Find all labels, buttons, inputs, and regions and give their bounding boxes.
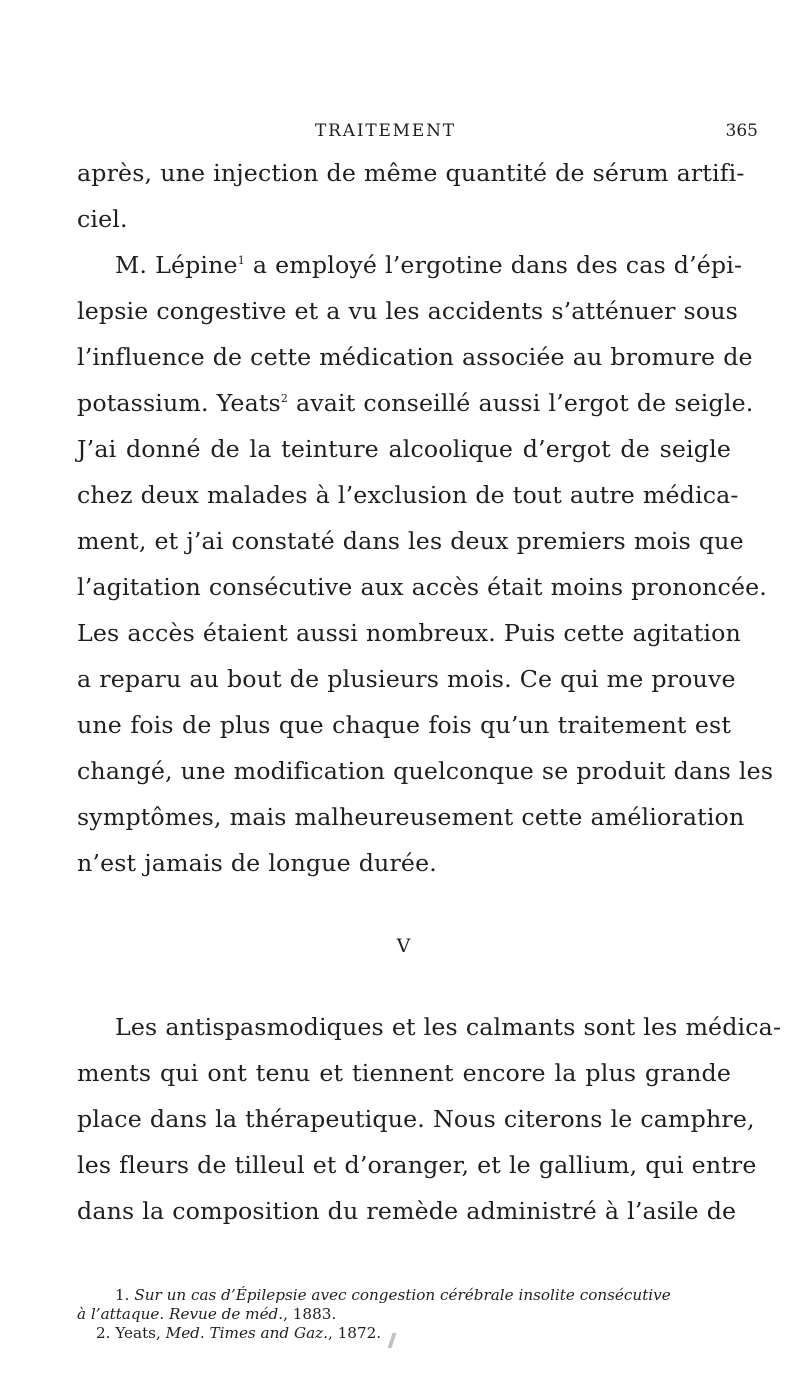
- text-line: lepsie congestive et a vu les accidents s’atténuer sous: [77, 297, 738, 325]
- footnote-title: Sur un cas d’Épilepsie avec congestion cérébrale insolite consécutive: [134, 1286, 671, 1304]
- text-line: a reparu au bout de plusieurs mois. Ce qui me prouve: [77, 665, 736, 693]
- author-lepine: M. Lépine: [115, 251, 238, 279]
- footnotes: [77, 1286, 731, 1343]
- footnote-reference-2: 2: [280, 392, 288, 405]
- text-line: Les accès étaient aussi nombreux. Puis cette agitation: [77, 619, 741, 647]
- text-line: J’ai donné de la teinture alcoolique d’ergot de seigle: [77, 435, 731, 463]
- footnote-source: à l’attaque. Revue de méd.: [77, 1305, 284, 1323]
- page-number: 365: [725, 121, 758, 141]
- section-spacing: [77, 886, 731, 927]
- text-line: les fleurs de tilleul et d’oranger, et le gallium, qui entre: [77, 1151, 757, 1179]
- text-line: l’influence de cette médication associée au bromure de: [77, 343, 753, 371]
- text-line: dans la composition du remède administré à l’asile de: [77, 1197, 737, 1225]
- text-line: place dans la thérapeutique. Nous citerons le camphre,: [77, 1105, 755, 1133]
- text-fragment: potassium. Yeats: [77, 389, 281, 417]
- text-fragment: a employé l’ergotine dans des cas d’épi-: [244, 251, 743, 279]
- text-line: ments qui ont tenu et tiennent encore la plus grande: [77, 1059, 731, 1087]
- running-head: [0, 120, 800, 142]
- section-spacing: [77, 965, 731, 1004]
- footnote-1-continuation: [77, 1305, 731, 1324]
- text-line: ment, et j’ai constaté dans les deux premiers mois que: [77, 527, 744, 555]
- text-line: ciel.: [77, 205, 128, 233]
- text-line: après, une injection de même quantité de sérum artifi-: [77, 159, 745, 187]
- text-fragment: avait conseillé aussi l’ergot de seigle.: [287, 389, 754, 417]
- footnote-2: [77, 1324, 731, 1343]
- text-line: Les antispasmodiques et les calmants sont les médica-: [115, 1013, 782, 1041]
- text-line: chez deux malades à l’exclusion de tout autre médica-: [77, 481, 739, 509]
- footnote-date: , 1883.: [283, 1305, 337, 1323]
- text-line: changé, une modification quelconque se produit dans les: [77, 757, 774, 785]
- text-line: symptômes, mais malheureusement cette amélioration: [77, 803, 745, 831]
- footnote-author: Yeats,: [115, 1324, 166, 1342]
- footnote-1: [77, 1286, 731, 1305]
- text-line: n’est jamais de longue durée.: [77, 849, 437, 877]
- text-line: une fois de plus que chaque fois qu’un traitement est: [77, 711, 731, 739]
- main-text: [77, 150, 782, 1234]
- text-line: l’agitation consécutive aux accès était moins prononcée.: [77, 573, 767, 601]
- footnote-reference-1: 1: [237, 254, 245, 267]
- footnote-number: 1.: [115, 1286, 130, 1304]
- footnote-source: Med. Times and Gaz.: [165, 1324, 328, 1342]
- text-line: [77, 380, 754, 426]
- section-number: V: [396, 935, 412, 957]
- running-title: TRAITEMENT: [315, 121, 456, 141]
- text-line: [77, 242, 743, 288]
- footnote-number: 2.: [96, 1324, 111, 1342]
- footnote-date: , 1872.: [327, 1324, 382, 1342]
